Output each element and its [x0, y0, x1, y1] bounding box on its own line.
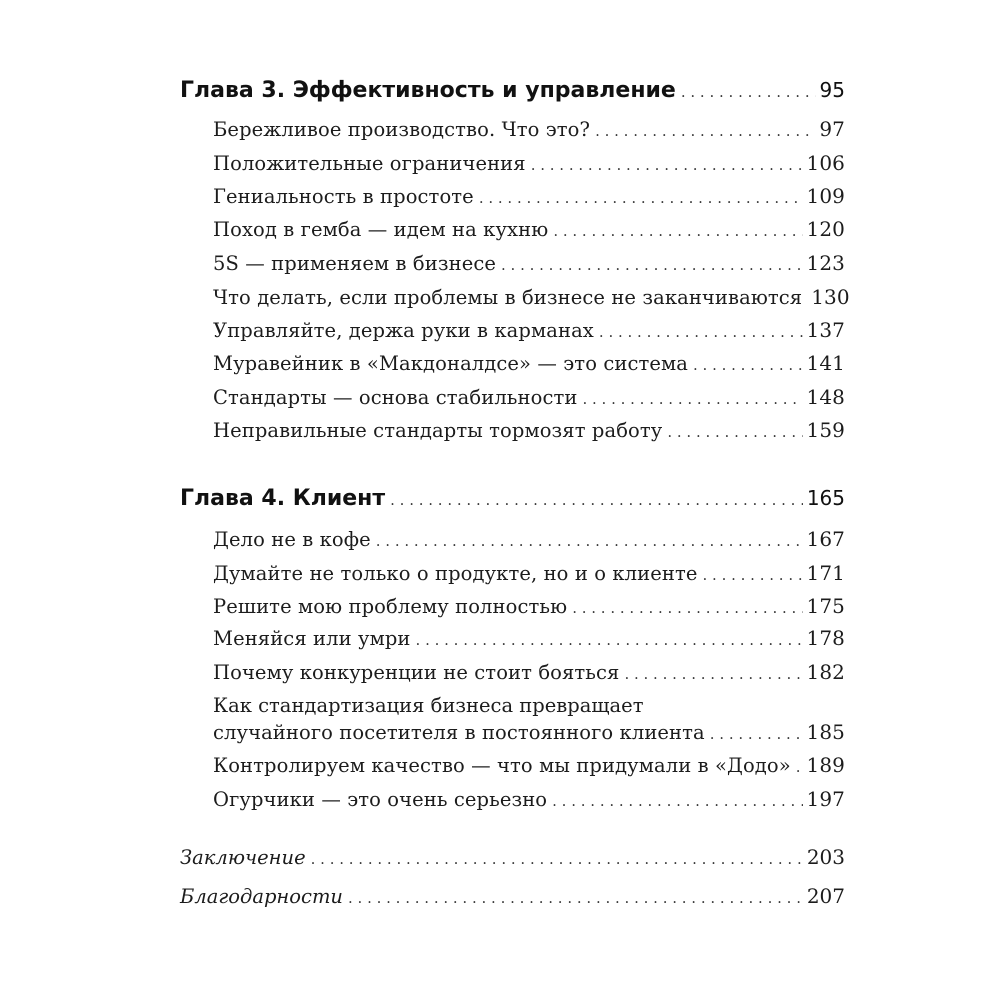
page-number: 165	[806, 486, 845, 510]
dot-leader	[479, 189, 803, 207]
dot-leader	[552, 792, 802, 810]
toc-entry[interactable]	[213, 184, 845, 208]
entry-title: Поход в гемба — идем на кухню	[213, 218, 549, 241]
page-number: 171	[806, 561, 845, 585]
dot-leader	[376, 532, 803, 550]
entry-title-first-line[interactable]: Как стандартизация бизнеса превращает	[213, 694, 644, 717]
page-number: 106	[806, 151, 845, 175]
dot-leader	[311, 850, 803, 868]
page-number: 109	[806, 184, 845, 208]
toc-entry[interactable]	[213, 385, 845, 409]
toc-entry[interactable]	[213, 217, 845, 241]
entry-title: Что делать, если проблемы в бизнесе не заканчиваются	[213, 286, 803, 309]
entry-title: Управляйте, держа руки в карманах	[213, 319, 594, 342]
toc-entry[interactable]	[213, 660, 845, 684]
entry-title: Заключение	[180, 846, 306, 869]
toc-entry[interactable]	[213, 753, 845, 777]
entry-title: Огурчики — это очень серьезно	[213, 788, 548, 811]
toc-entry[interactable]	[213, 251, 845, 275]
page-number: 148	[806, 385, 845, 409]
dot-leader	[582, 390, 802, 408]
page-number: 137	[806, 318, 845, 342]
chapter-title: Глава 4. Клиент	[180, 486, 386, 511]
dot-leader	[693, 356, 803, 374]
dot-leader	[501, 256, 803, 274]
page-number: 207	[806, 884, 845, 908]
page-number: 97	[819, 117, 845, 141]
dot-leader	[667, 423, 802, 441]
entry-title: Меняйся или умри	[213, 627, 411, 650]
entry-title: Бережливое производство. Что это?	[213, 118, 591, 141]
dot-leader	[348, 889, 803, 907]
dot-leader	[572, 599, 802, 617]
toc-entry[interactable]	[213, 594, 845, 618]
page-number: 123	[806, 251, 845, 275]
toc-entry[interactable]	[213, 527, 845, 551]
entry-title: Решите мою проблему полностью	[213, 595, 568, 618]
toc-entry-acknowledgements[interactable]	[180, 884, 845, 908]
toc-entry-conclusion[interactable]	[180, 845, 845, 869]
dot-leader	[710, 725, 803, 743]
dot-leader	[531, 156, 803, 174]
toc-entry[interactable]	[213, 561, 845, 585]
page-number: 141	[806, 351, 845, 375]
dot-leader	[595, 122, 815, 140]
toc-entry[interactable]	[213, 151, 845, 175]
entry-title: случайного посетителя в постоянного клиента	[213, 721, 705, 744]
toc-entry[interactable]	[213, 285, 850, 309]
entry-title: Муравейник в «Макдоналдсе» — это система	[213, 352, 688, 375]
toc-entry[interactable]	[213, 626, 845, 650]
toc-entry[interactable]	[213, 117, 845, 141]
dot-leader	[599, 323, 803, 341]
dot-leader	[796, 758, 803, 776]
dot-leader	[624, 665, 802, 683]
chapter-title: Глава 3. Эффективность и управление	[180, 78, 676, 103]
entry-title: Почему конкуренции не стоит бояться	[213, 661, 620, 684]
page-number: 95	[819, 78, 845, 102]
entry-title: Контролируем качество — что мы придумали в «Додо»	[213, 754, 791, 777]
dot-leader	[553, 222, 802, 240]
entry-title: Думайте не только о продукте, но и о клиенте	[213, 562, 698, 585]
toc-entry[interactable]	[213, 351, 845, 375]
entry-title: Гениальность в простоте	[213, 185, 474, 208]
dot-leader	[703, 566, 803, 584]
entry-title: Дело не в кофе	[213, 528, 371, 551]
entry-title: Стандарты — основа стабильности	[213, 386, 578, 409]
entry-title: 5S — применяем в бизнесе	[213, 252, 496, 275]
toc-entry[interactable]	[213, 720, 845, 744]
page-number: 167	[806, 527, 845, 551]
toc-entry[interactable]	[213, 418, 845, 442]
page-number: 159	[806, 418, 845, 442]
page-number: 175	[806, 594, 845, 618]
page-number: 189	[806, 753, 845, 777]
page-number: 130	[811, 285, 850, 309]
page-number: 197	[806, 787, 845, 811]
dot-leader	[681, 83, 816, 101]
page-number: 182	[806, 660, 845, 684]
entry-title: Положительные ограничения	[213, 152, 526, 175]
entry-title: Неправильные стандарты тормозят работу	[213, 419, 663, 442]
chapter-heading-4[interactable]	[180, 486, 845, 511]
page-number: 178	[806, 626, 845, 650]
chapter-heading-3[interactable]	[180, 78, 845, 103]
dot-leader	[390, 491, 803, 509]
page-number: 185	[806, 720, 845, 744]
entry-title: Благодарности	[180, 885, 343, 908]
dot-leader	[416, 631, 803, 649]
page-number: 203	[806, 845, 845, 869]
toc-entry[interactable]	[213, 318, 845, 342]
toc-entry[interactable]	[213, 787, 845, 811]
page-number: 120	[806, 217, 845, 241]
